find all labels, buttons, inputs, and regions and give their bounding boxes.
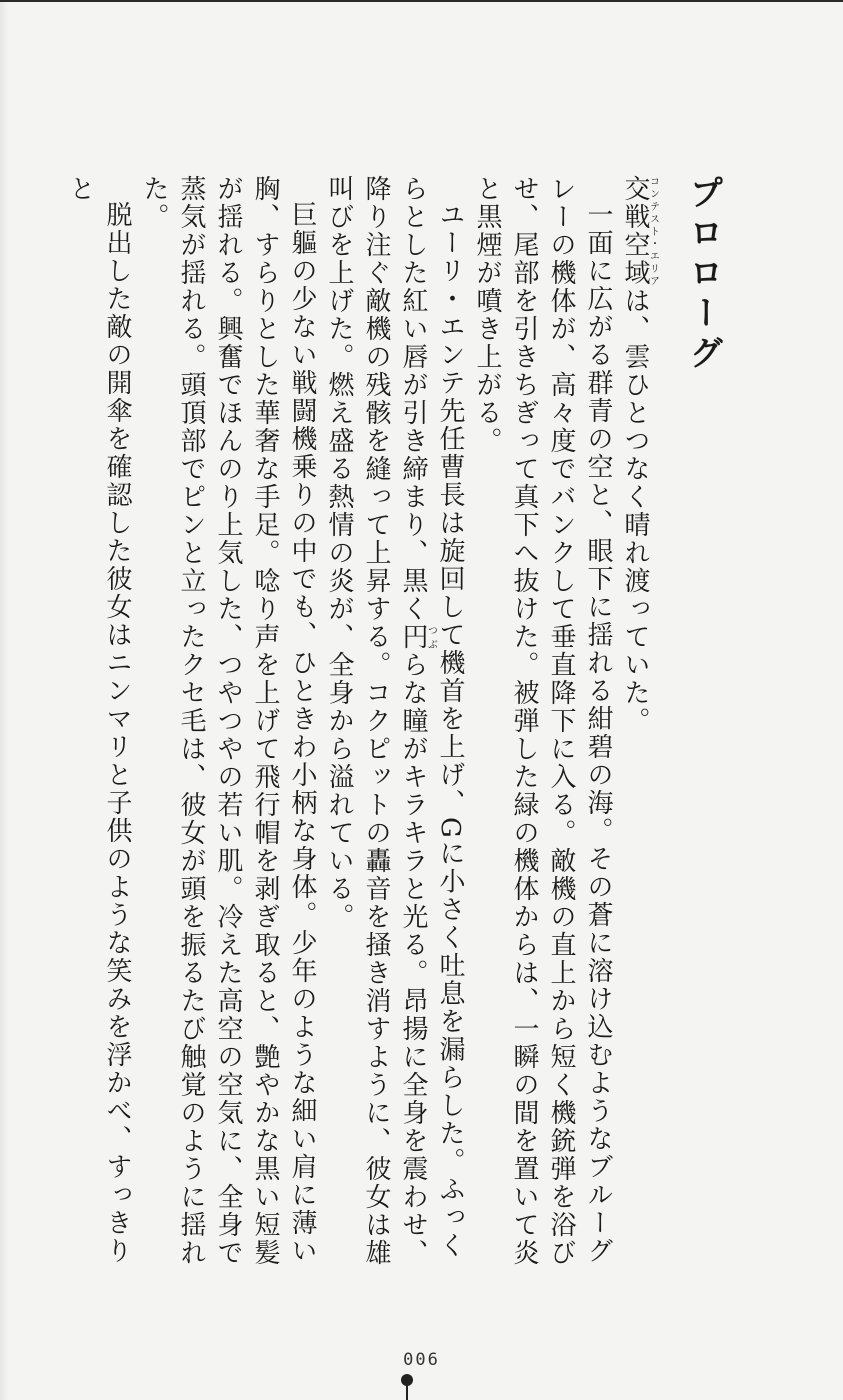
paragraph-1: 交戦空域コンテスト・エリアは、雲ひとつなく晴れ渡っていた。 xyxy=(620,175,659,735)
paragraph-2: 一面に広がる群青の空と、眼下に揺れる紺碧の海。その蒼に溶け込むようなブルーグレーの機体が、高々度でバンクして垂直降下に入る。敵機の直上から短く機銃弾を浴びせ、尾部を引きちぎって真下へ抜けた。被弾した緑の機体からは、一瞬の間を置いて炎と黒煙が噴き上がる。 xyxy=(472,175,613,1267)
ruby-contest-area: 交戦空域コンテスト・エリア xyxy=(620,175,659,287)
page-edge xyxy=(0,0,8,1400)
paragraph-5: 脱出した敵の開傘を確認した彼女はニンマリと子供のような笑みを浮かべ、すっきりと xyxy=(65,175,132,1265)
chapter-title: プロローグ xyxy=(683,175,723,375)
page-number: 006 xyxy=(403,1350,440,1370)
page-marker-dot xyxy=(401,1374,413,1386)
page-marker-stem xyxy=(406,1386,408,1400)
top-rule xyxy=(0,0,843,2)
paragraph-3: ユーリ・エンテ先任曹長は旋回して機首を上げ、Gに小さく吐息を漏らした。ふっくらとした紅い唇が引き締まり、黒く円つぶらな瞳がキラキラと光る。昂揚に全身を震わせ、降り注ぐ敵機の残骸を縫って上昇する。コクピットの轟音を掻き消すように、彼女は雄叫びを上げた。燃え盛る熱情の炎が、全身から溢れている。 xyxy=(324,175,465,1267)
paragraph-4: 巨軀の少ない戦闘機乗りの中でも、ひときわ小柄な身体。少年のような細い肩に薄い胸、すらりとした華奢な手足。唸り声を上げて飛行帽を剥ぎ取ると、艶やかな黒い短髪が揺れる。興奮でほんのり上気した、つやつやの若い肌。冷えた高空の空気に、全身で蒸気が揺れる。頭頂部でピンと立ったクセ毛は、彼女が頭を振るたび触覚のように揺れた。 xyxy=(139,175,317,1267)
vertical-text-body xyxy=(65,175,723,1275)
ruby-tsubu: 円つぶ xyxy=(398,623,437,651)
